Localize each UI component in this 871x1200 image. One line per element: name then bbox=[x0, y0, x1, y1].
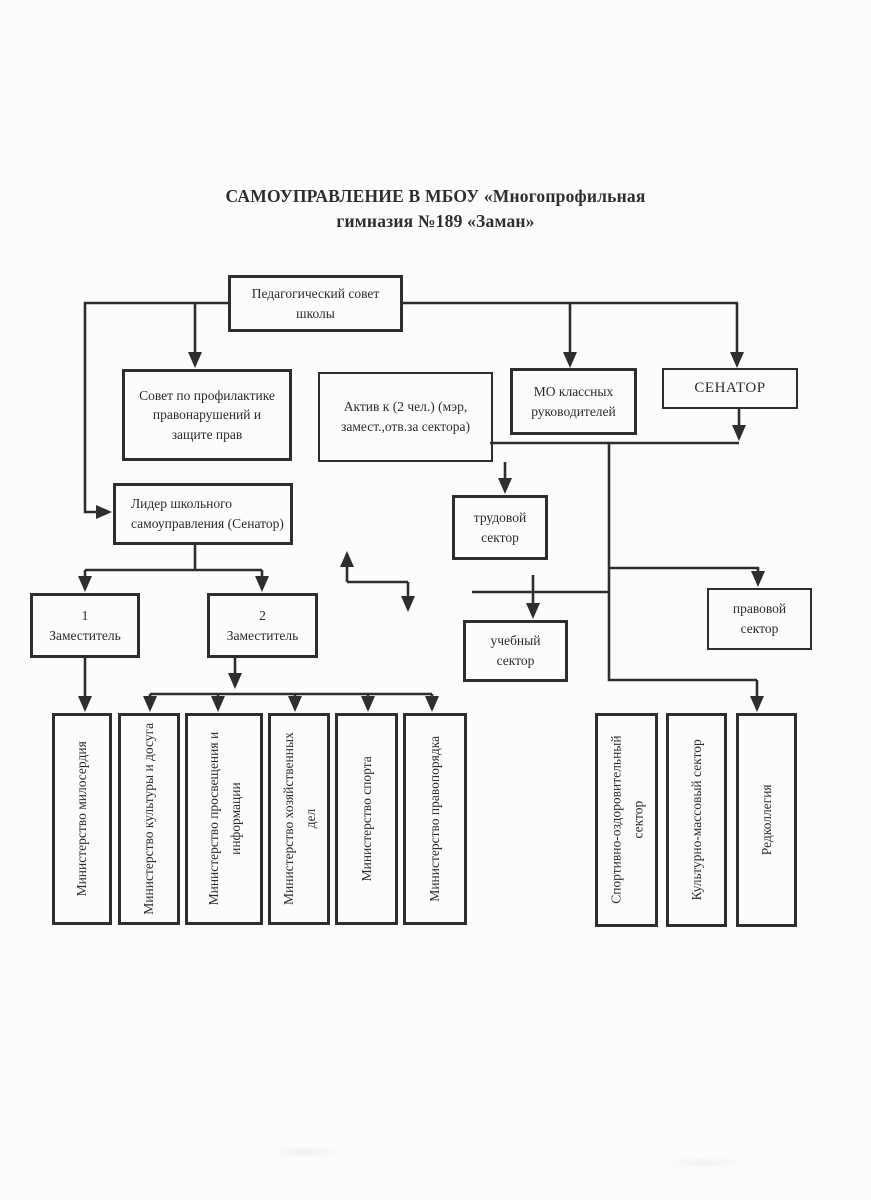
ministry-sport-label: Министерство спорта bbox=[358, 756, 374, 882]
node-pedagogical-council: Педагогический совет школы bbox=[228, 275, 403, 332]
node-study-sector: учебный сектор bbox=[463, 620, 568, 682]
node-ministry-law bbox=[403, 713, 467, 925]
ministry-culture-label: Министерство культуры и досуга bbox=[141, 723, 157, 915]
node-deputy-2 bbox=[207, 593, 318, 658]
node-ministry-sport bbox=[335, 713, 398, 925]
node-legal-sector: правовой сектор bbox=[707, 588, 812, 650]
node-sport-health-sector bbox=[595, 713, 658, 927]
node-leader: Лидер школьного самоуправления (Сенатор) bbox=[113, 483, 293, 545]
node-ministry-culture bbox=[118, 713, 180, 925]
cultural-mass-sector-label: Культурно-массовый сектор bbox=[688, 739, 704, 901]
ministry-mercy-label: Министерство милосердия bbox=[74, 741, 90, 897]
ministry-education-label: Министерство просвещения и информации bbox=[205, 732, 242, 906]
node-aktiv: Актив к (2 чел.) (мэр, замест.,отв.за сектора) bbox=[318, 372, 493, 462]
sport-health-sector-label: Спортивно-оздоровительный сектор bbox=[607, 735, 645, 905]
ministry-law-label: Министерство правопорядка bbox=[427, 736, 443, 902]
node-ministry-mercy bbox=[52, 713, 112, 925]
node-labor-sector: трудовой сектор bbox=[452, 495, 548, 560]
deputy-2-number: 2 bbox=[259, 607, 266, 623]
node-deputy-1 bbox=[30, 593, 140, 658]
wire-to-legal bbox=[609, 568, 758, 573]
node-prevention-council: Совет по профилактике правонарушений и защите прав bbox=[122, 369, 292, 461]
node-ministry-education bbox=[185, 713, 263, 925]
deputy-2-label: Заместитель bbox=[226, 627, 299, 643]
diagram-title-text: САМОУПРАВЛЕНИЕ В МБОУ «Многопрофильная гимназия №189 «Заман» bbox=[225, 186, 646, 232]
node-ministry-household bbox=[268, 713, 330, 925]
deputy-1-label: Заместитель bbox=[49, 627, 121, 643]
editorial-board-label: Редколлегия bbox=[758, 784, 774, 856]
node-cultural-mass-sector bbox=[666, 713, 727, 927]
ministry-household-label: Министерство хозяйственных дел bbox=[280, 732, 317, 906]
node-mo-class-leaders: МО классных руководителей bbox=[510, 368, 637, 435]
node-senator: СЕНАТОР bbox=[662, 368, 798, 409]
node-editorial-board bbox=[736, 713, 797, 927]
deputy-1-number: 1 bbox=[81, 607, 89, 623]
